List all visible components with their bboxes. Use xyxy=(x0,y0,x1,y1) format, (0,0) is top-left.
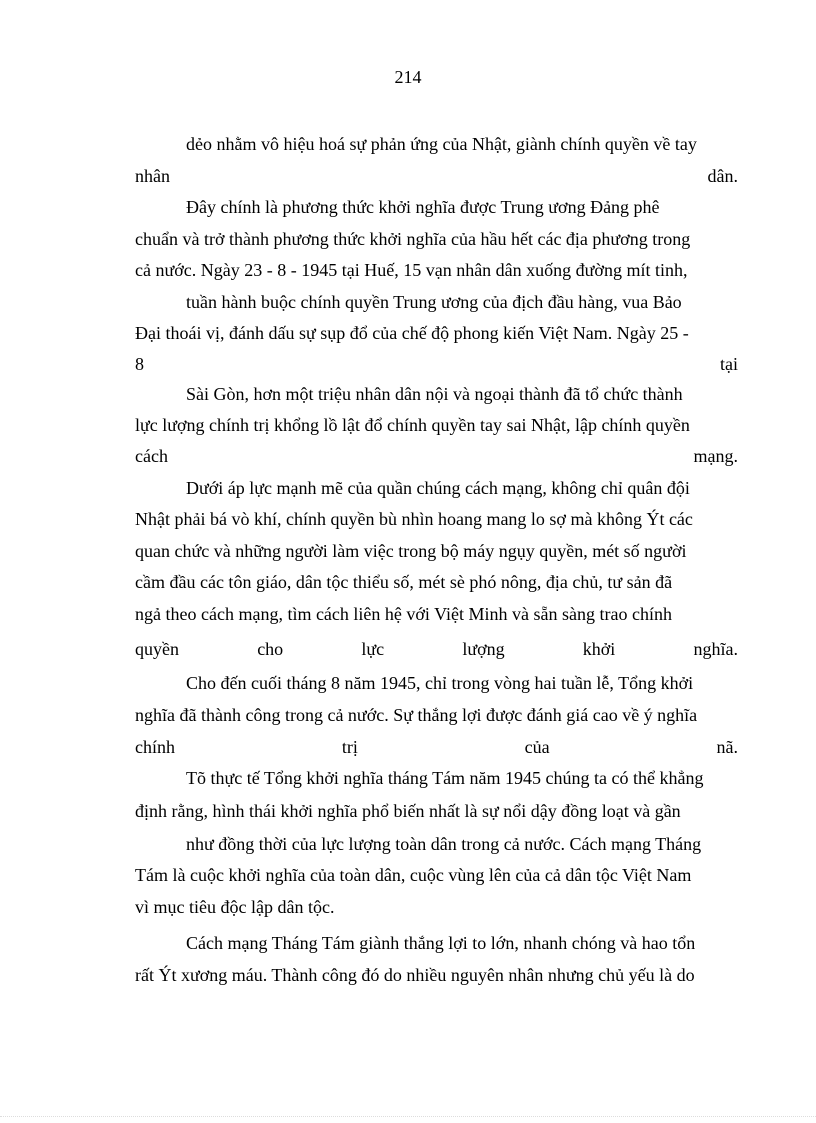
word: tại xyxy=(720,354,738,374)
text-line: rất Ýt xương máu. Thành công đó do nhiều nguyên nhân nhưng chủ yếu là do xyxy=(135,965,695,985)
text-line: cầm đầu các tôn giáo, dân tộc thiểu số, mét sè phó nông, địa chủ, tư sản đã xyxy=(135,572,673,592)
text-line xyxy=(135,165,738,187)
text-line xyxy=(135,353,738,375)
word: nã. xyxy=(716,737,738,757)
text-line xyxy=(135,736,738,758)
text-line: chuẩn và trở thành phương thức khởi nghĩa của hầu hết các địa phương trong xyxy=(135,229,691,249)
text-line: Cách mạng Tháng Tám giành thắng lợi to lớn, nhanh chóng và hao tổn xyxy=(186,933,696,953)
text-line: ngả theo cách mạng, tìm cách liên hệ với Việt Minh và sẵn sàng trao chính xyxy=(135,604,672,624)
text-line: tuần hành buộc chính quyền Trung ương của địch đầu hàng, vua Bảo xyxy=(186,292,682,312)
word: cho xyxy=(257,639,284,659)
text-line: nghĩa đã thành công trong cả nước. Sự thắng lợi được đánh giá cao về ý nghĩa xyxy=(135,705,698,725)
text-line: Dưới áp lực mạnh mẽ của quần chúng cách mạng, không chỉ quân đội xyxy=(186,478,690,498)
text-line: dẻo nhằm vô hiệu hoá sự phản ứng của Nhật, giành chính quyền về tay xyxy=(186,134,697,154)
word: mạng. xyxy=(693,446,738,466)
word: 8 xyxy=(135,354,144,374)
word: trị xyxy=(341,737,358,757)
text-line: Cho đến cuối tháng 8 năm 1945, chỉ trong vòng hai tuần lễ, Tổng khởi xyxy=(186,673,694,693)
text-line: vì mục tiêu độc lập dân tộc. xyxy=(135,897,335,917)
text-line: Đây chính là phương thức khởi nghĩa được Trung ương Đảng phê xyxy=(186,197,660,217)
text-line: Đại thoái vị, đánh dấu sự sụp đổ của chế độ phong kiến Việt Nam. Ngày 25 - xyxy=(135,323,689,343)
word: quyền xyxy=(135,639,179,659)
text-line: Tám là cuộc khởi nghĩa của toàn dân, cuộc vùng lên của cả dân tộc Việt Nam xyxy=(135,865,692,885)
text-line: Tõ thực tế Tổng khởi nghĩa tháng Tám năm 1945 chúng ta có thể khẳng xyxy=(186,768,704,788)
text-line: Sài Gòn, hơn một triệu nhân dân nội và ngoại thành đã tổ chức thành xyxy=(186,384,683,404)
text-line: Nhật phải bá vò khí, chính quyền bù nhìn hoang mang lo sợ mà không Ýt các xyxy=(135,509,693,529)
word: của xyxy=(524,737,550,757)
word: khởi xyxy=(582,639,616,659)
word: nhân xyxy=(135,166,170,186)
word: nghĩa. xyxy=(693,639,738,659)
text-line: lực lượng chính trị khổng lồ lật đổ chính quyền tay sai Nhật, lập chính quyền xyxy=(135,415,690,435)
word: lực xyxy=(361,639,385,659)
word: lượng xyxy=(462,639,505,659)
text-line: định rằng, hình thái khởi nghĩa phổ biến nhất là sự nổi dậy đồng loạt và gần xyxy=(135,801,681,821)
text-line xyxy=(135,445,738,467)
page-bottom-rule xyxy=(0,1116,816,1117)
text-line xyxy=(135,638,738,660)
page-number: 214 xyxy=(394,67,422,87)
word: dân. xyxy=(707,166,738,186)
text-line: cả nước. Ngày 23 - 8 - 1945 tại Huế, 15 vạn nhân dân xuống đường mít tinh, xyxy=(135,260,688,280)
text-line: như đồng thời của lực lượng toàn dân trong cả nước. Cách mạng Tháng xyxy=(186,834,702,854)
text-line: quan chức và những người làm việc trong bộ máy ngụy quyền, mét số người xyxy=(135,541,687,561)
word: cách xyxy=(135,446,168,466)
word: chính xyxy=(135,737,175,757)
